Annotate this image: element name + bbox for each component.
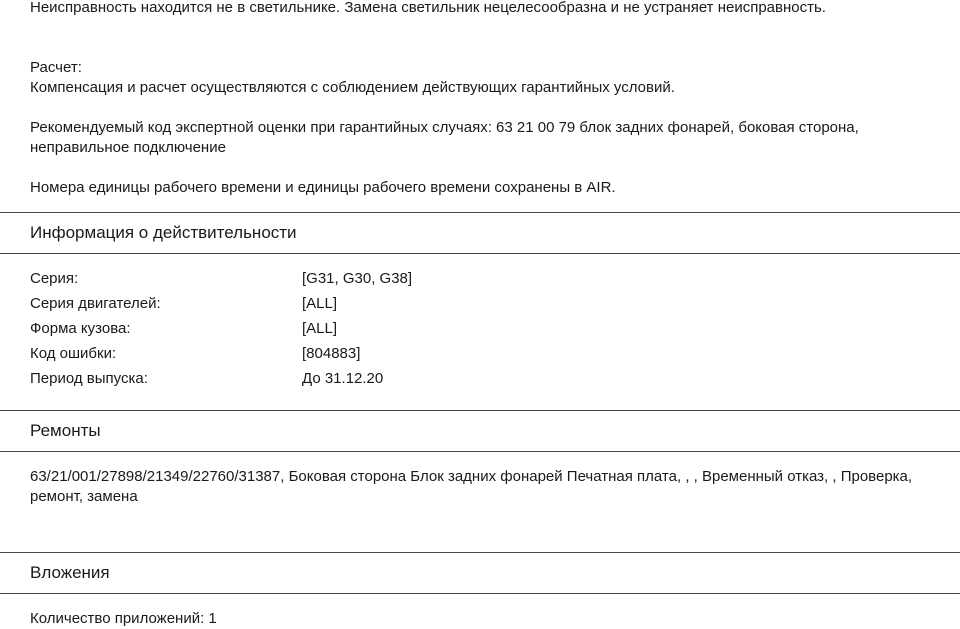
validity-label: Серия:	[30, 270, 79, 287]
validity-label: Период выпуска:	[30, 370, 148, 387]
intro-line: Неисправность находится не в светильнике. Замена светильник нецелесообразна и не устраняет неисправность.	[30, 0, 826, 16]
calc-text: Компенсация и расчет осуществляются с соблюдением действующих гарантийных условий.	[30, 79, 675, 96]
validity-value: [ALL]	[302, 320, 338, 337]
validity-value: [G31, G30, G38]	[302, 270, 413, 287]
validity-value: [ALL]	[302, 295, 338, 312]
recommend-text: Рекомендуемый код экспертной оценки при гарантийных случаях: 63 21 00 79 блок задних фонарей, боковая сторона, неправильное подключение	[30, 119, 859, 156]
repairs-text: 63/21/001/27898/21349/22760/31387, Боковая сторона Блок задних фонарей Печатная плата, , , Временный отказ, , Проверка, ремонт, замена	[30, 468, 913, 505]
validity-table	[0, 266, 960, 391]
validity-row-series	[0, 266, 960, 291]
validity-label: Код ошибки:	[30, 345, 117, 362]
validity-value: До 31.12.20	[302, 370, 384, 387]
validity-label: Серия двигателей:	[30, 295, 161, 312]
validity-row-engine-series	[0, 291, 960, 316]
attachments-count: Количество приложений: 1	[30, 610, 217, 627]
validity-value: [804883]	[302, 345, 361, 362]
repairs-section-title: Ремонты	[30, 421, 101, 440]
air-text: Номера единицы рабочего времени и единицы рабочего времени сохранены в AIR.	[30, 179, 616, 196]
calc-heading: Расчет:	[30, 59, 82, 76]
validity-section-title: Информация о действительности	[30, 223, 297, 242]
validity-row-production-period	[0, 366, 960, 391]
validity-row-error-code	[0, 341, 960, 366]
validity-row-body-type	[0, 316, 960, 341]
validity-label: Форма кузова:	[30, 320, 131, 337]
attachments-section-title: Вложения	[30, 563, 110, 582]
